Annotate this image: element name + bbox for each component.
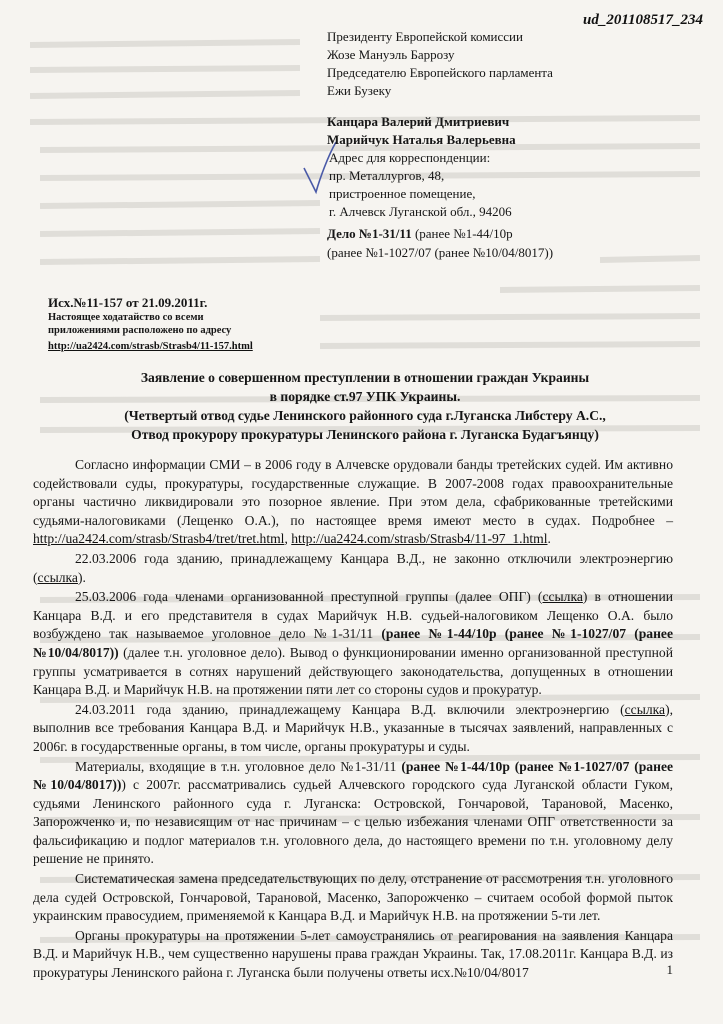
outgoing-number: Исх.№11-157 от 21.09.2011г.	[48, 295, 208, 310]
paragraph-text: (далее т.н. уголовное дело). Вывод о функционировании именно организованной преступной группы усматривается в сотнях нарушений действующего законодательства, допущенных в отношении Канцара В.Д. и Марийчук Н.В. на протяжении пяти лет со стороны судов и прокуратур.	[33, 644, 673, 698]
paragraph-text: 22.03.2006 года зданию, принадлежащему Канцара В.Д., не законно отключили электроэнергию (	[33, 550, 673, 585]
title-line: (Четвертый отвод судье Ленинского районного суда г.Луганска Либстеру А.С.,	[124, 408, 606, 423]
link-ssylka[interactable]: ссылка	[542, 589, 583, 605]
case-numbers-bold: (ранее №1-44/10р (ранее №1-1027/07 (ранее №10/04/8017))	[33, 626, 673, 660]
recipient-line: Председателю Европейского парламента	[327, 65, 553, 80]
link-ssylka[interactable]: ссылка	[624, 701, 666, 717]
address-line: пр. Металлургов, 48,	[329, 168, 445, 183]
sender-name-1: Канцара Валерий Дмитриевич	[327, 114, 510, 129]
outgoing-note: Настоящее ходатайство со всеми	[48, 312, 204, 323]
sender-block	[327, 113, 707, 221]
paragraph	[33, 758, 673, 870]
link-ssylka[interactable]: ссылка	[37, 569, 78, 585]
paragraph: Согласно информации СМИ – в 2006 году в Алчевске орудовали банды третейских судей. Им активно содействовали суды, прокуратуры, государственные служащие. В 2007-2008 годах правоохранительные органы частично ликвидировали это позорное явление. При этом дела, сфабрикованные третейскими судьями-налоговиками (Лещенко О.А.), по настоящее время имеют место в судах. Подробнее – http://ua2424.com/strasb/Strasb4/tret/tret.html, http://ua2424.com/strasb/Strasb4/11-97_1.html.	[33, 457, 673, 547]
link-11-97[interactable]: http://ua2424.com/strasb/Strasb4/11-97_1.html	[291, 531, 548, 547]
recipient-line: Ежи Бузеку	[327, 83, 392, 98]
address-line: пристроенное помещение,	[329, 186, 476, 201]
recipient-line: Президенту Европейской комиссии	[327, 29, 523, 44]
document-title	[60, 368, 670, 444]
page-number: 1	[666, 962, 673, 977]
case-label: Дело №1-31/11	[327, 226, 412, 241]
paragraph-text: ) в отношении Канцара В.Д. и его представителя в судах Марийчук Н.В. судьей-налоговиком Лещенко О.А. было возбуждено так называемое уголовное дело №1-31/11	[33, 589, 673, 642]
paragraph-text: ) с 2007г. рассматривались судьей Алчевского городского суда Луганской области Гуком, судьями Ленинского районного суда г. Луганска: Островской, Гончаровой, Тарановой, Масенко, Запорожченко и, по независящим от нас причинам – с целью избежания членами ОПГ ответственности за фальсификацию и подлог материалов т.н. уголовного дела, до настоящего времени по т.н. уголовному делу решение не принято.	[33, 777, 673, 867]
outgoing-note: приложениями расположено по адресу	[48, 325, 232, 336]
file-id: ud_201108517_234	[582, 12, 703, 28]
title-line: в порядке ст.97 УПК Украины.	[269, 389, 461, 404]
link-tret[interactable]: http://ua2424.com/strasb/Strasb4/tret/tret.html	[33, 531, 285, 547]
outgoing-link[interactable]: http://ua2424.com/strasb/Strasb4/11-157.html	[48, 341, 253, 352]
paragraph-text: Материалы, входящие в т.н. уголовное дело №1-31/11	[75, 758, 402, 774]
case-number-block	[327, 224, 553, 262]
sender-name-2: Марийчук Наталья Валерьевна	[327, 132, 516, 147]
title-line: Заявление о совершенном преступлении в отношении граждан Украины	[140, 370, 590, 385]
recipient-line: Жозе Мануэль Баррозу	[327, 47, 455, 62]
title-line: Отвод прокурору прокуратуры Ленинского района г. Луганска Будагъянцу)	[131, 427, 599, 442]
paragraph: Систематическая замена председательствующих по делу, отстранение от рассмотрения т.н. уголовного дела судей Островской, Гончаровой, Тарановой, Масенко, Запорожченко – считаем особой формой пыток украинским правосудием, применяемой к Канцара В.Д. и Марийчук Н.В. на протяжении 5-ти лет.	[33, 871, 673, 924]
document-body	[33, 456, 673, 983]
paragraph: Органы прокуратуры на протяжении 5-лет самоустранялись от реагирования на заявления Канцара В.Д. и Марийчук Н.В., чем существенно нарушены права граждан Украины. Так, 17.08.2011г. Канцара В.Д. из прокуратуры Ленинского района г. Луганска были получены ответы исх.№10/04/8017	[33, 927, 673, 981]
address-line: Адрес для корреспонденции:	[329, 150, 491, 165]
paragraph-text: ), выполнив все требования Канцара В.Д. и Марийчук Н.В., указанные в тысячах заявлений, направленных с 2006г. в государственные органы, в том числе, органы прокуратуры и суды.	[33, 701, 673, 754]
case-prev-1: (ранее №1-44/10р	[414, 226, 513, 241]
case-prev-2: (ранее №1-1027/07 (ранее №10/04/8017))	[327, 245, 554, 260]
paragraph	[33, 701, 673, 757]
recipients-block	[327, 28, 707, 100]
address-line: г. Алчевск Луганской обл., 94206	[329, 204, 512, 219]
paragraph: 22.03.2006 года зданию, принадлежащему Канцара В.Д., не законно отключили электроэнергию (ссылка).	[33, 550, 673, 585]
paragraph-text: 25.03.2006 года членами организованной преступной группы (далее ОПГ) (	[75, 589, 543, 605]
case-numbers-bold: (ранее №1-44/10р (ранее №1-1027/07 (ранее №10/04/8017))	[33, 758, 674, 793]
paragraph-text: 24.03.2011 года зданию, принадлежащему Канцара В.Д. включили электроэнергию (	[75, 701, 625, 717]
paragraph-text: Согласно информации СМИ – в 2006 году в Алчевске орудовали банды третейских судей. Им активно содействовали суды, прокуратуры, государственные служащие. В 2007-2008 годах правоохранительные органы частично ликвидировали это позорное явление. При этом дела, сфабрикованные третейскими судьями-налоговиками (Лещенко О.А.), по настоящее время имеют место в судах. Подробнее –	[33, 457, 673, 528]
outgoing-reference	[48, 294, 253, 353]
paragraph	[33, 588, 673, 700]
